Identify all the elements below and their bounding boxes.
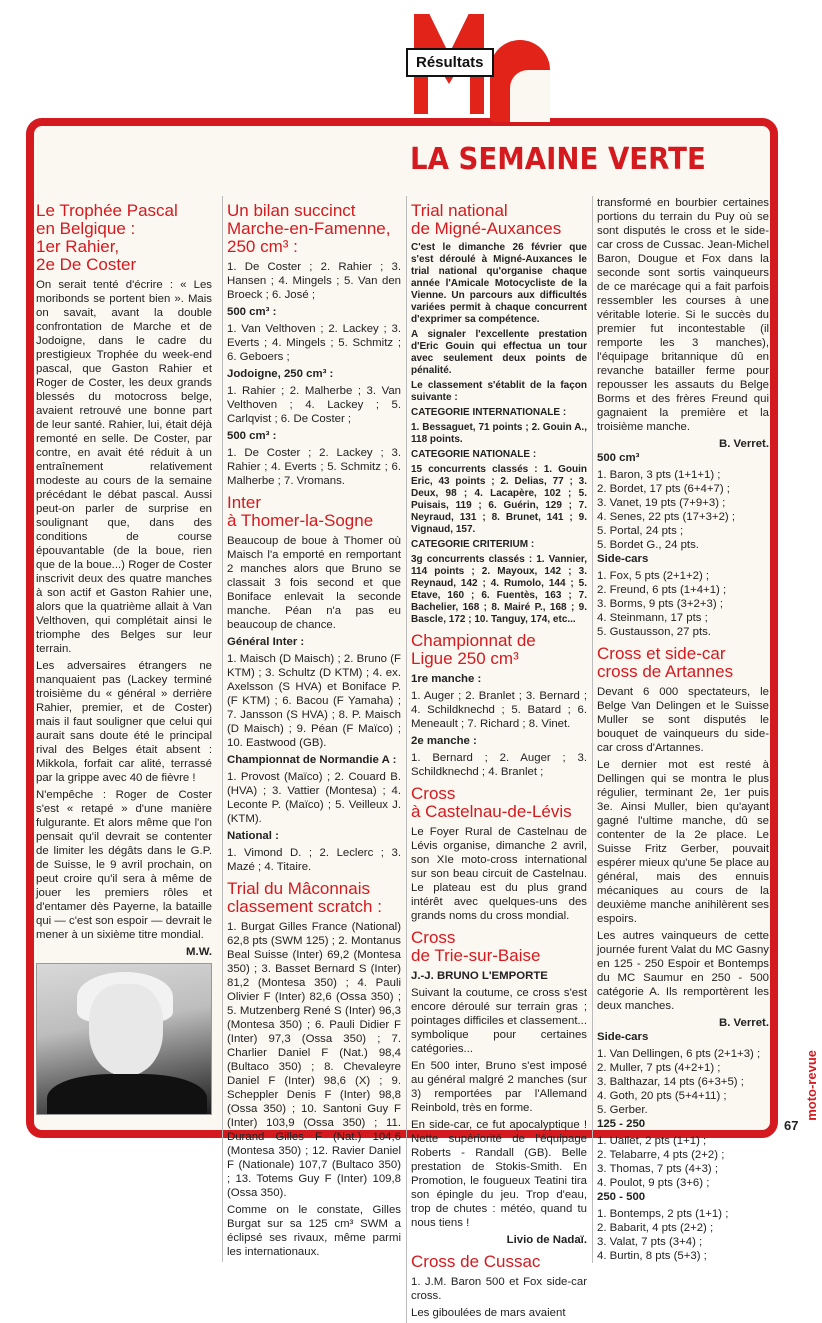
result-label: CATEGORIE NATIONALE : — [411, 449, 537, 460]
side-label: moto-revue — [804, 1050, 819, 1121]
paragraph: Suivant la coutume, ce cross s'est encore déroulé sur terrain gras ; pointages difficiles et classement... symbolique pour certaines catégories... — [411, 987, 587, 1055]
paragraph: En side-car, ce fut apocalyptique ! Nette supériorité de l'équipage Roberts - Randall (GB). Belle prestation de Stokis-Smith. En Promotion, le fougueux Teatini tira son épingle du jeu. Trop d'eau, trop de chutes : météo, quand tu nous tiens ! — [411, 1119, 587, 1229]
col4-s2-title: Cross et side-car cross de Artannes — [597, 644, 734, 681]
result-label: CATEGORIE INTERNATIONALE : — [411, 407, 567, 418]
result-line: 1. Vimond D. ; 2. Leclerc ; 3. Mazé ; 4. Titaire. — [227, 847, 401, 873]
page-number: 67 — [784, 1118, 799, 1133]
col2-s2-title: Inter à Thomer-la-Sogne — [227, 493, 374, 530]
result-label: 2e manche : — [411, 735, 477, 747]
list-item: 5. Gerber. — [597, 1104, 648, 1116]
result-label: National : — [227, 830, 279, 842]
column-2 — [222, 196, 401, 1262]
result-line: 15 concurrents classés : 1. Gouin Eric, 43 points ; 2. Delias, 77 ; 3. Deux, 98 ; 4. Lacapère, 102 ; 5. Puisais, 119 ; 6. Guérin, 129 ; 7. Neyraud, 131 ; 8. Brunet, 141 ; 9. Vignaud, 157. — [411, 464, 587, 535]
paragraph: Comme on le constate, Gilles Burgat sur sa 125 cm³ SWM a éclipsé ses rivaux, même parmi les internationaux. — [227, 1204, 401, 1258]
list-item: 5. Gustausson, 27 pts. — [597, 626, 711, 638]
paragraph: 1. J.M. Baron 500 et Fox side-car cross. — [411, 1276, 587, 1302]
paragraph: Le dernier mot est resté à Dellingen qui se montra le plus régulier, terminant 2e, 1er puis 3e. Ainsi Muller, bien qu'ayant gagné l'ultime manche, dû se contenter de la 2e place. Le Suisse Fritz Gerber, pouvait espérer mieux qu'une 5e place au général, mais des ennuis mécaniques au cours de la deuxième manche anihilèrent ses espoirs. — [597, 759, 769, 925]
result-list — [597, 1047, 769, 1117]
result-label: 500 cm³ : — [227, 306, 277, 318]
list-item: 1. Bontemps, 2 pts (1+1) ; — [597, 1208, 729, 1220]
paragraph: transformé en bourbier certaines portions du terrain du Puy où se sont disputés le cross et le side-car cross de Cussac. Jean-Michel Baron, Dougue et Fox dans la seconde sont sortis vainqueurs de ce marécage qui a fait parfois ressembler les courses à une véritable loterie. Si le succès du premier fut incontestable (il remporte les 3 manches), l'équipage britannique dû en revanche batailler ferme pour repousser les assauts du Belge Borms et des frères Freund qui gagnaient la première et la troisième manche. — [597, 197, 769, 433]
col3-s1-title: Trial national de Migné-Auxances — [411, 201, 562, 238]
list-item: 3. Vanet, 19 pts (7+9+3) ; — [597, 497, 726, 509]
list-item: 1. Baron, 3 pts (1+1+1) ; — [597, 469, 721, 481]
result-list — [597, 569, 769, 639]
col3-s2-title: Championnat de Ligue 250 cm³ — [411, 631, 536, 668]
col3-s5-title: Cross de Cussac — [411, 1252, 541, 1271]
paragraph: Beaucoup de boue à Thomer où Maisch l'a emporté en remportant 2 manches alors que Bruno se classait 3 fois second et que Boniface enlevait la seconde manche. Péan n'a pas eu beaucoup de chance. — [227, 535, 401, 631]
list-item: 1. Uallet, 2 pts (1+1) ; — [597, 1135, 707, 1147]
list-item: 2. Telabarre, 4 pts (2+2) ; — [597, 1149, 725, 1161]
result-line: 1. Auger ; 2. Branlet ; 3. Bernard ; 4. Schildknechd ; 5. Batard ; 6. Meneault ; 7. Richard ; 8. Vinet. — [411, 690, 587, 730]
result-line: 1. Maisch (D Maisch) ; 2. Bruno (F KTM) ; 3. Schultz (D KTM) ; 4. ex. Axelsson (S HVA) et Boniface P. (F KTM) ; 6. Bacou (F Yamaha) ; 7. Jansson (S HVA) ; 8. P. Maisch (D Maisch) ; 9. Péan (F Maïco) ; 10. Eastwood (GB). — [227, 653, 401, 749]
paragraph: N'empêche : Roger de Coster s'est « retapé » d'une manière fulgurante. Et alors même que l'on pensait qu'il devrait se contenter de limiter les dégâts dans le G.P. de Suisse, le 9 avril prochain, on peut croire qu'il sera à même de jouer les premiers rôles et d'entamer dès Payerne, la bataille qui — c'est son espoir — devrait le mener à un sixième titre mondial. — [36, 789, 212, 941]
result-list — [597, 468, 769, 552]
list-item: 2. Muller, 7 pts (4+2+1) ; — [597, 1062, 721, 1074]
signature: Livio de Nadaï. — [506, 1234, 587, 1246]
col1-title: Le Trophée Pascal en Belgique : 1er Rahier, 2e De Coster — [36, 201, 178, 274]
result-line: 1. De Coster ; 2. Rahier ; 3. Hansen ; 4. Mingels ; 5. Van den Broeck ; 6. José ; — [227, 261, 401, 301]
mr-logo-r — [490, 40, 550, 122]
list-item: 5. Bordet G., 24 pts. — [597, 539, 699, 551]
photo-face — [89, 984, 163, 1076]
paragraph: En 500 inter, Bruno s'est imposé au général malgré 2 manches (sur 3) remportées par l'Allemand Reinbold, très en forme. — [411, 1060, 587, 1114]
result-list — [597, 1134, 769, 1190]
result-label: 1re manche : — [411, 673, 482, 685]
paragraph: C'est le dimanche 26 février que s'est déroulé à Migné-Auxances le trial national qu'organise chaque année l'Amicale Motocycliste de la Vienne. Un parcours aux difficultés variées permit à chaque concurrent d'exprimer sa compétence. — [411, 242, 587, 325]
column-4 — [592, 196, 769, 1263]
list-item: 2. Bordet, 17 pts (6+4+7) ; — [597, 483, 730, 495]
section-label: Résultats — [406, 48, 494, 77]
list-item: 3. Borms, 9 pts (3+2+3) ; — [597, 598, 723, 610]
result-label: CATEGORIE CRITERIUM : — [411, 539, 535, 550]
result-label: 250 - 500 — [597, 1191, 646, 1203]
column-3 — [406, 196, 587, 1323]
col2-s1-title: Un bilan succinct Marche-en-Famenne, 250 cm³ : — [227, 201, 391, 256]
list-item: 5. Portal, 24 pts ; — [597, 525, 684, 537]
paragraph: Devant 6 000 spectateurs, le Belge Van Delingen et le Suisse Muller se sont disputés le bouquet de vainqueurs du side-car cross d'Artannes. — [597, 686, 769, 754]
result-line: 1. Provost (Maïco) ; 2. Couard B. (HVA) ; 3. Vattier (Montesa) ; 4. Leconte P. (Maïco) ; 5. Veilleux J. (KTM). — [227, 771, 401, 825]
list-item: 2. Freund, 6 pts (1+4+1) ; — [597, 584, 727, 596]
col3-s3-title: Cross à Castelnau-de-Lévis — [411, 784, 572, 821]
list-item: 4. Burtin, 8 pts (5+3) ; — [597, 1250, 707, 1262]
result-line: 1. Van Velthoven ; 2. Lackey ; 3. Everts ; 4. Mingels ; 5. Schmitz ; 6. Geboers ; — [227, 323, 401, 363]
result-label: Side-cars — [597, 553, 649, 565]
result-line: 1. Rahier ; 2. Malherbe ; 3. Van Velthoven ; 4. Lackey ; 5. Carlqvist ; 6. De Coster ; — [227, 385, 401, 425]
photo-body — [47, 1074, 207, 1115]
result-line: 1. Burgat Gilles France (National) 62,8 pts (SWM 125) ; 2. Montanus Beal Suisse (Inter) 69,2 (Montesa 350) ; 3. Basset Bernard S (Inter) 81,2 (Montesa 350) ; 4. Pauli Olivier F (Inter) 82,6 (Ossa 350) ; 5. Mutzenberg René S (Inter) 96,3 (Montesa 350) ; 6. Pauli Didier F (Inter) 97,3 (Ossa 350) ; 7. Charlier Daniel F (Nat.) 98,4 (Bultaco 350) ; 8. Chevaleyre Daniel F (Inter) 98,6 (X) ; 9. Scheppler Denis F (Inter) 98,8 (Ossa 350) ; 10. Santoni Guy F (Inter) 103,9 (Ossa 350) ; 11. Durand Gilles F (Nat.) 104,6 (Montesa 350) ; 12. Ravier Daniel F (Nationale) 107,7 (Bultaco 350) ; 13. Totems Guy F (Inter) 109,8 (Ossa 350). — [227, 921, 401, 1199]
result-line: 3g concurrents classés : 1. Vannier, 114 points ; 2. Mayoux, 142 ; 3. Reynaud, 142 ; 4. Rumolo, 144 ; 5. Etave, 160 ; 6. Fuentès, 163 ; 7. Bachelier, 168 ; 8. Mairé P., 168 ; 9. Bascle, 172 ; 10. Tanguy, 174, etc... — [411, 554, 587, 625]
headline: LA SEMAINE VERTE — [410, 142, 706, 177]
signature: B. Verret. — [718, 1017, 769, 1029]
paragraph: Les giboulées de mars avaient — [411, 1307, 566, 1319]
rider-photo — [36, 963, 212, 1115]
result-label: Side-cars — [597, 1031, 649, 1043]
result-label: Jodoigne, 250 cm³ : — [227, 368, 334, 380]
result-list — [597, 1207, 769, 1263]
list-item: 4. Goth, 20 pts (5+4+11) ; — [597, 1090, 727, 1102]
signature: B. Verret. — [718, 438, 769, 450]
paragraph: Les adversaires étrangers ne manquaient pas (Lackey terminé troisième du « général » derrière Rahier, premier, et de Coster) mais il faut souligner que celui qui aurait sans doute été le principal rival des Belges était absent : Mikkola, forfait car alité, terrassé par la grippe avec 40 de fièvre ! — [36, 660, 212, 784]
list-item: 2. Babarit, 4 pts (2+2) ; — [597, 1222, 714, 1234]
list-item: 4. Steinmann, 17 pts ; — [597, 612, 708, 624]
paragraph: Le Foyer Rural de Castelnau de Lévis organise, dimanche 2 avril, son XIe moto-cross international sur son beau circuit de Castelnau. Le plateau est du plus grand intérêt avec quelques-uns des grands noms du cross mondial. — [411, 826, 587, 922]
paragraph: Les autres vainqueurs de cette journée furent Valat du MC Gasny en 125 - 250 Espoir et Bontemps du MC Saumur en 250 - 500 catégorie A. Ils remportèrent les deux manches. — [597, 930, 769, 1012]
result-line: 1. Bernard ; 2. Auger ; 3. Schildknechd ; 4. Branlet ; — [411, 752, 587, 778]
col2-s3-title: Trial du Mâconnais classement scratch : — [227, 879, 382, 916]
list-item: 3. Valat, 7 pts (3+4) ; — [597, 1236, 703, 1248]
column-1 — [36, 196, 212, 1115]
list-item: 3. Balthazar, 14 pts (6+3+5) ; — [597, 1076, 744, 1088]
list-item: 1. Van Dellingen, 6 pts (2+1+3) ; — [597, 1048, 761, 1060]
paragraph: Le classement s'établit de la façon suivante : — [411, 380, 587, 403]
result-label: Général Inter : — [227, 636, 305, 648]
result-label: Championnat de Normandie A : — [227, 754, 397, 766]
paragraph: A signaler l'excellente prestation d'Eric Gouin qui effectua un tour avec seulement deux points de pénalité. — [411, 329, 587, 376]
result-label: 500 cm³ : — [227, 430, 277, 442]
list-item: 1. Fox, 5 pts (2+1+2) ; — [597, 570, 710, 582]
result-line: 1. Bessaguet, 71 points ; 2. Gouin A., 118 points. — [411, 422, 587, 445]
list-item: 4. Poulot, 9 pts (3+6) ; — [597, 1177, 710, 1189]
result-line: 1. De Coster ; 2. Lackey ; 3. Rahier ; 4. Everts ; 5. Schmitz ; 6. Malherbe ; 7. Vromans. — [227, 447, 401, 487]
result-label: 125 - 250 — [597, 1118, 646, 1130]
result-label: 500 cm³ — [597, 452, 640, 464]
list-item: 4. Senes, 22 pts (17+3+2) ; — [597, 511, 736, 523]
subheading: J.-J. BRUNO L'EMPORTE — [411, 970, 548, 982]
signature: M.W. — [186, 946, 212, 958]
col3-s4-title: Cross de Trie-sur-Baise — [411, 928, 541, 965]
paragraph: On serait tenté d'écrire : « Les moribonds se portent bien ». Mais on savait, avant la double confrontation de Marche et de Jodoigne, dans le cadre du prestigieux Trophée du week-end pascal, que Gaston Rahier et Roger de Coster, les deux grands blessés du motocross belge, avaient retrouvé une bonne part de leur santé. Rahier, lui, était déjà remonté en selle. De Coster, par contre, en avait été réduit à un entraînement relativement modeste au cours de la semaine précédant le débat pascal. Aussi peut-on parler de surprise en soulignant que, dans des conditions de course épouvantable (de la boue, rien que de la boue...) Roger de Coster inscrivit deux des quatre manches à son actif et Gaston Rahier une, alors que la quatrième allait à Van Velthoven, qui complétait ainsi le triomphe des Belges sur leur terrain. — [36, 279, 212, 655]
list-item: 3. Thomas, 7 pts (4+3) ; — [597, 1163, 719, 1175]
